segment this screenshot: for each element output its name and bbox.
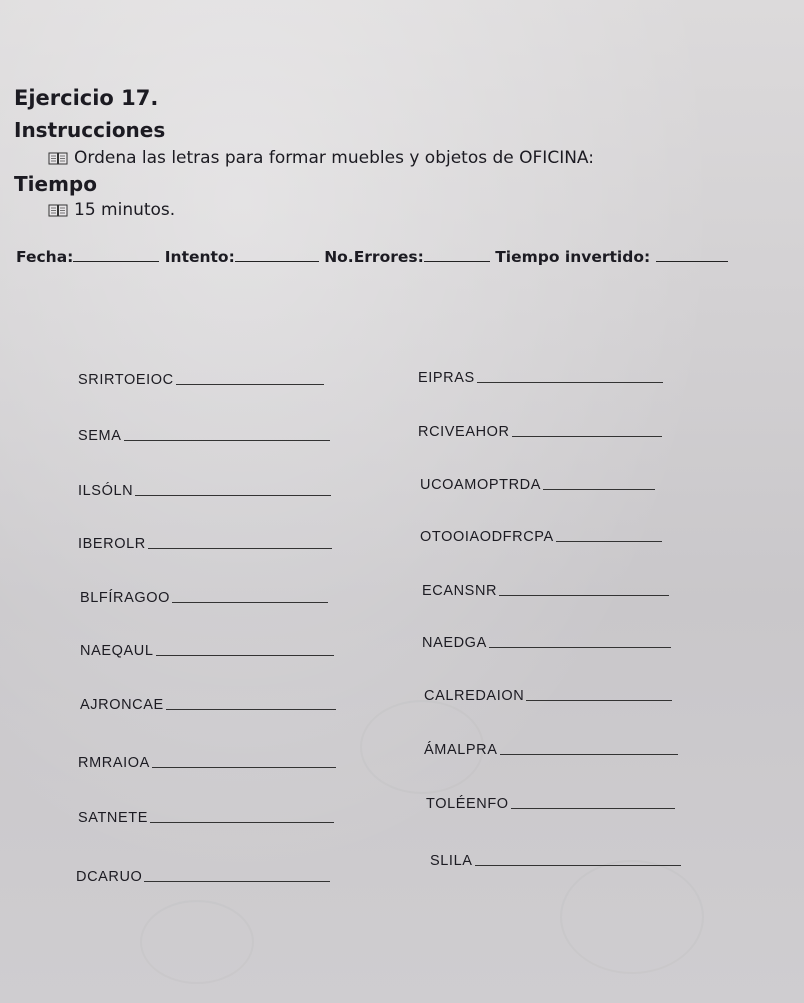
scrambled-word: UCOAMOPTRDA	[420, 477, 541, 493]
attempt-blank[interactable]	[235, 260, 319, 262]
open-book-icon	[48, 204, 68, 217]
scrambled-word: TOLÉENFO	[426, 796, 509, 812]
word-item	[420, 477, 655, 493]
word-item	[426, 796, 675, 812]
scrambled-word: AJRONCAE	[80, 697, 164, 713]
answer-blank[interactable]	[500, 754, 678, 755]
answer-blank[interactable]	[152, 767, 336, 768]
word-item	[80, 590, 328, 606]
answer-blank[interactable]	[156, 655, 334, 656]
answer-blank[interactable]	[477, 382, 663, 383]
answer-blank[interactable]	[124, 440, 330, 441]
meta-row	[16, 248, 736, 266]
answer-blank[interactable]	[499, 595, 669, 596]
word-item	[424, 742, 678, 758]
word-item	[418, 424, 662, 440]
word-item	[80, 697, 336, 713]
answer-blank[interactable]	[543, 489, 655, 490]
word-item	[78, 428, 330, 444]
scrambled-word: RMRAIOA	[78, 755, 150, 771]
word-item	[422, 635, 671, 651]
errors-label: No.Errores:	[324, 248, 424, 266]
scrambled-word: SLILA	[430, 853, 473, 869]
word-item	[78, 755, 336, 771]
time-line	[48, 200, 175, 220]
answer-blank[interactable]	[512, 436, 662, 437]
scrambled-word: SATNETE	[78, 810, 148, 826]
word-item	[76, 869, 330, 885]
instructions-line	[48, 148, 594, 168]
instructions-text: Ordena las letras para formar muebles y objetos de OFICINA:	[74, 148, 594, 168]
exercise-title: Ejercicio 17.	[14, 86, 159, 110]
word-item	[420, 529, 662, 545]
word-item	[430, 853, 681, 869]
time-text: 15 minutos.	[74, 200, 176, 220]
scrambled-word: EIPRAS	[418, 370, 475, 386]
scrambled-word: DCARUO	[76, 869, 143, 885]
answer-blank[interactable]	[172, 602, 328, 603]
word-item	[78, 536, 332, 552]
answer-blank[interactable]	[144, 881, 330, 882]
answer-blank[interactable]	[150, 822, 334, 823]
scrambled-word: CALREDAION	[424, 688, 525, 704]
scrambled-word: NAEQAUL	[80, 643, 154, 659]
answer-blank[interactable]	[489, 647, 671, 648]
time-spent-blank[interactable]	[656, 260, 728, 262]
answer-blank[interactable]	[176, 384, 324, 385]
answer-blank[interactable]	[475, 865, 681, 866]
answer-blank[interactable]	[166, 709, 336, 710]
watermark-shape	[560, 860, 704, 974]
scrambled-word: IBEROLR	[78, 536, 146, 552]
scrambled-word: OTOOIAODFRCPA	[420, 529, 554, 545]
scrambled-word: BLFÍRAGOO	[80, 590, 170, 606]
scrambled-word: RCIVEAHOR	[418, 424, 510, 440]
answer-blank[interactable]	[556, 541, 662, 542]
word-item	[78, 483, 331, 499]
answer-blank[interactable]	[511, 808, 675, 809]
date-blank[interactable]	[73, 260, 159, 262]
scrambled-word: ÁMALPRA	[424, 742, 498, 758]
time-heading: Tiempo	[14, 172, 97, 196]
scrambled-word: ECANSNR	[422, 583, 498, 599]
scrambled-word: NAEDGA	[422, 635, 487, 651]
word-item	[78, 372, 324, 388]
answer-blank[interactable]	[135, 495, 331, 496]
scrambled-word: ILSÓLN	[78, 483, 134, 499]
word-item	[80, 643, 334, 659]
word-item	[422, 583, 669, 599]
word-item	[418, 370, 663, 386]
instructions-heading: Instrucciones	[14, 118, 166, 142]
date-label: Fecha:	[16, 248, 74, 266]
answer-blank[interactable]	[148, 548, 332, 549]
scrambled-word: SRIRTOEIOC	[78, 372, 174, 388]
scrambled-word: SEMA	[78, 428, 122, 444]
word-item	[78, 810, 334, 826]
time-spent-label: Tiempo invertido:	[495, 248, 651, 266]
watermark-shape	[140, 900, 254, 984]
errors-blank[interactable]	[424, 260, 490, 262]
answer-blank[interactable]	[526, 700, 672, 701]
attempt-label: Intento:	[164, 248, 235, 266]
open-book-icon	[48, 152, 68, 165]
word-item	[424, 688, 672, 704]
